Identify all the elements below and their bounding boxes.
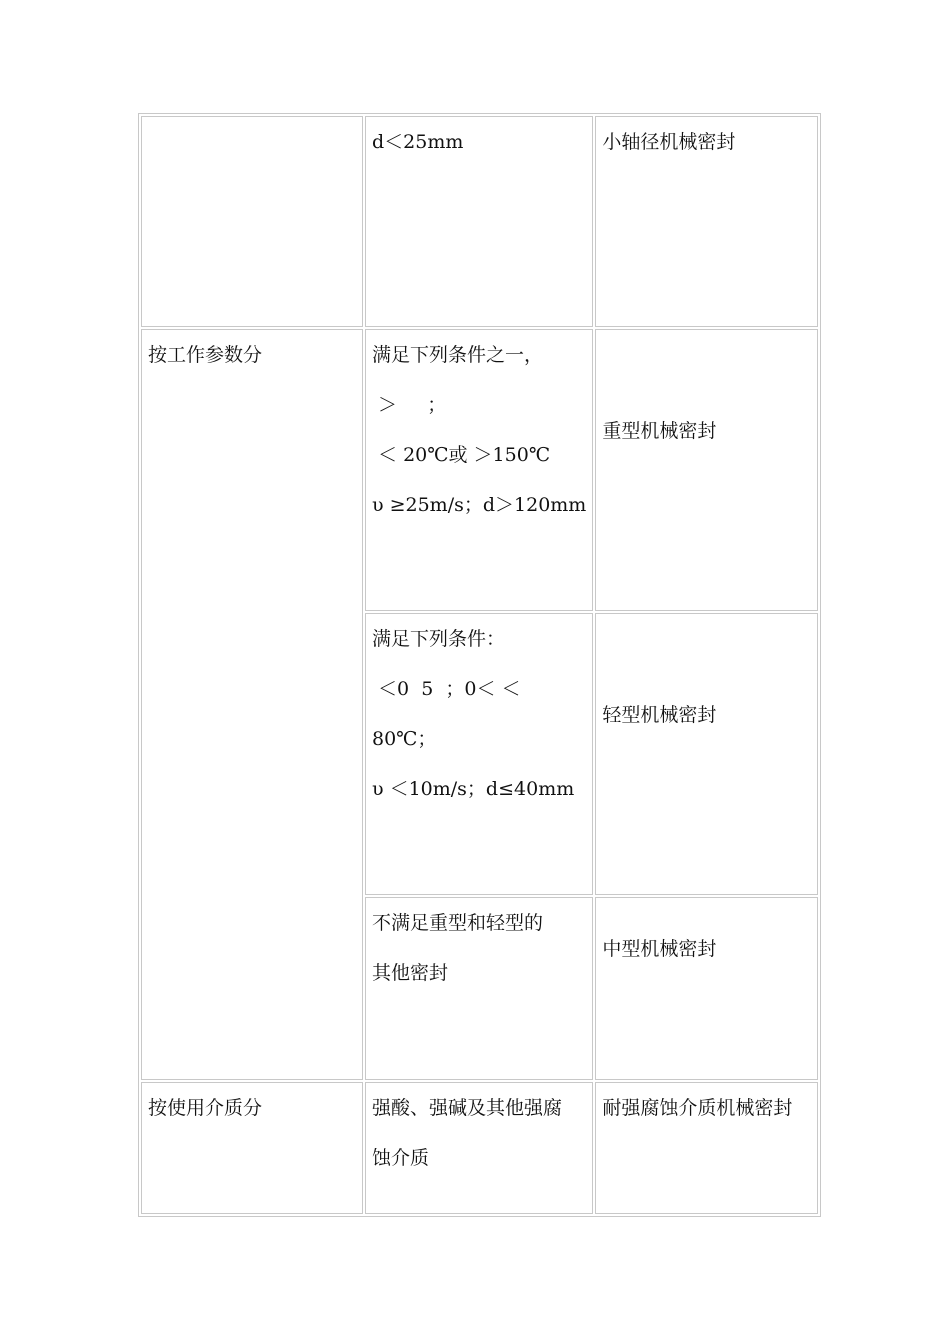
condition-line: υ ≥25m/s；d＞120mm <box>372 494 587 516</box>
condition-cell <box>365 329 593 611</box>
condition-line: 满足下列条件： <box>372 628 506 650</box>
seal-type-text: 耐强腐蚀介质机械密封 <box>602 1097 793 1119</box>
table-row <box>141 329 818 611</box>
condition-line: 满足下列条件之一， <box>372 344 544 366</box>
category-text: 按工作参数分 <box>148 344 263 366</box>
seal-classification-table <box>138 113 821 1217</box>
condition-line: 强酸、强碱及其他强腐 <box>372 1097 563 1119</box>
category-text: 按使用介质分 <box>148 1097 263 1119</box>
category-cell <box>141 116 363 327</box>
condition-line: υ ＜10m/s；d≤40mm <box>372 778 575 800</box>
table-row <box>141 116 818 327</box>
condition-line: 其他密封 <box>372 962 449 984</box>
condition-line: ＜0 5 ；0＜ ＜ <box>372 678 521 700</box>
table-row <box>141 1082 818 1214</box>
condition-line: ＞ ； <box>372 394 447 416</box>
seal-type-text: 中型机械密封 <box>602 938 717 960</box>
seal-type-text: 轻型机械密封 <box>602 704 717 726</box>
category-cell <box>141 329 363 1080</box>
seal-type-cell <box>595 897 818 1080</box>
condition-cell <box>365 897 593 1080</box>
seal-type-cell <box>595 1082 818 1214</box>
category-cell <box>141 1082 363 1214</box>
condition-cell <box>365 613 593 895</box>
seal-type-text: 重型机械密封 <box>602 420 717 442</box>
seal-type-cell <box>595 613 818 895</box>
condition-cell <box>365 1082 593 1214</box>
condition-line: 蚀介质 <box>372 1147 430 1169</box>
seal-type-cell <box>595 329 818 611</box>
seal-type-text: 小轴径机械密封 <box>602 131 736 153</box>
condition-line: 80℃； <box>372 728 437 750</box>
condition-line: d＜25mm <box>372 131 464 153</box>
seal-type-cell <box>595 116 818 327</box>
condition-line: 不满足重型和轻型的 <box>372 912 544 934</box>
condition-line: ＜ 20℃或 ＞150℃ <box>372 444 551 466</box>
condition-cell <box>365 116 593 327</box>
